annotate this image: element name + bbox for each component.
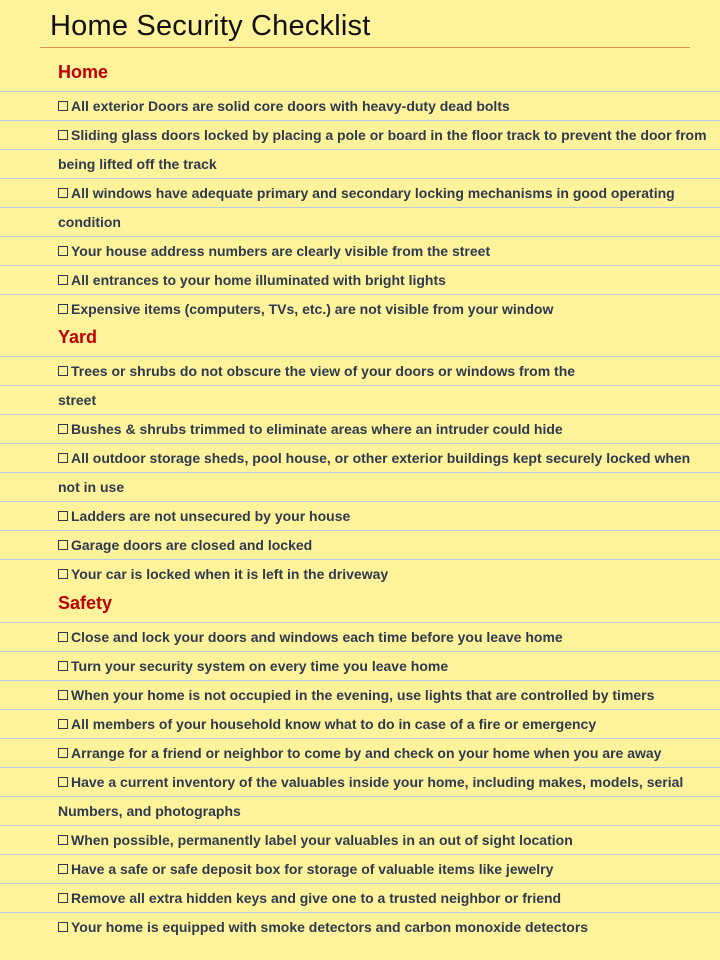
- checklist-row: [0, 265, 720, 295]
- checkbox-icon[interactable]: [58, 246, 68, 256]
- checklist-row: [0, 680, 720, 710]
- item-label: street: [58, 392, 97, 408]
- checklist-row: [0, 91, 720, 121]
- checkbox-icon[interactable]: [58, 424, 68, 434]
- checkbox-icon[interactable]: [58, 304, 68, 314]
- checkbox-icon[interactable]: [58, 101, 68, 111]
- checklist-item-text: [58, 855, 712, 884]
- checkbox-icon[interactable]: [58, 777, 68, 787]
- checklist-item-text: [58, 710, 712, 739]
- item-label: Remove all extra hidden keys and give one to a trusted neighbor or friend: [71, 890, 562, 906]
- checklist-item-text: [58, 652, 712, 681]
- checklist-item-text: [58, 121, 712, 150]
- checklist-row: [0, 236, 720, 266]
- checklist-row: [0, 207, 720, 237]
- item-label: Garage doors are closed and locked: [71, 537, 313, 553]
- checkbox-icon[interactable]: [58, 864, 68, 874]
- checklist-item-text: [58, 531, 712, 560]
- checklist-row: [0, 356, 720, 386]
- checklist-item-text: [58, 266, 712, 295]
- item-label: All windows have adequate primary and secondary locking mechanisms in good operating: [71, 185, 675, 201]
- item-label: Have a current inventory of the valuables inside your home, including makes, models, serial: [71, 774, 684, 790]
- checklist-row: [0, 294, 720, 324]
- checklist-item-text: [58, 681, 712, 710]
- section-heading-yard: Yard: [58, 327, 98, 347]
- checklist-item-text: [58, 797, 712, 826]
- item-label: Arrange for a friend or neighbor to come by and check on your home when you are away: [71, 745, 662, 761]
- item-label: condition: [58, 214, 121, 230]
- checklist-row: [0, 854, 720, 884]
- item-label: Ladders are not unsecured by your house: [71, 508, 351, 524]
- item-label: Close and lock your doors and windows each time before you leave home: [71, 629, 563, 645]
- item-label: Expensive items (computers, TVs, etc.) are not visible from your window: [71, 301, 554, 317]
- checklist-row: [0, 825, 720, 855]
- item-label: Your car is locked when it is left in the driveway: [71, 566, 389, 582]
- item-label: Your home is equipped with smoke detectors and carbon monoxide detectors: [71, 919, 589, 935]
- checklist-row: [0, 501, 720, 531]
- checkbox-icon[interactable]: [58, 690, 68, 700]
- checklist-row: [0, 472, 720, 502]
- section-heading-home: Home: [58, 62, 109, 82]
- checklist-row: [0, 738, 720, 768]
- checklist-item-text: [58, 444, 712, 473]
- section-heading-safety: Safety: [58, 593, 113, 613]
- item-label: When your home is not occupied in the evening, use lights that are controlled by timers: [71, 687, 655, 703]
- checklist-item-text: [58, 237, 712, 266]
- item-label: Your house address numbers are clearly visible from the street: [71, 243, 491, 259]
- item-label: Turn your security system on every time you leave home: [71, 658, 449, 674]
- checklist-item-text: [58, 357, 712, 386]
- checkbox-icon[interactable]: [58, 922, 68, 932]
- checklist-row: [0, 120, 720, 150]
- page-title: Home Security Checklist: [50, 10, 371, 42]
- checkbox-icon[interactable]: [58, 453, 68, 463]
- checklist-row: [0, 912, 720, 942]
- checkbox-icon[interactable]: [58, 130, 68, 140]
- checklist-row: [0, 178, 720, 208]
- title-underline: [40, 47, 690, 48]
- checkbox-icon[interactable]: [58, 540, 68, 550]
- checklist-item-text: [58, 739, 712, 768]
- checkbox-icon[interactable]: [58, 366, 68, 376]
- item-label: All entrances to your home illuminated with bright lights: [71, 272, 446, 288]
- item-label: Have a safe or safe deposit box for storage of valuable items like jewelry: [71, 861, 554, 877]
- checkbox-icon[interactable]: [58, 661, 68, 671]
- checkbox-icon[interactable]: [58, 719, 68, 729]
- checklist-row: [0, 883, 720, 913]
- checklist-row: [0, 414, 720, 444]
- checklist-item-text: [58, 92, 712, 121]
- item-label: Bushes & shrubs trimmed to eliminate areas where an intruder could hide: [71, 421, 563, 437]
- checklist-row: [0, 149, 720, 179]
- checklist-item-text: [58, 560, 712, 589]
- checklist-row: [0, 559, 720, 589]
- checklist-row: [0, 385, 720, 415]
- checkbox-icon[interactable]: [58, 569, 68, 579]
- checklist-item-text: [58, 502, 712, 531]
- checklist-item-text: [58, 179, 712, 208]
- checkbox-icon[interactable]: [58, 748, 68, 758]
- item-label: All members of your household know what to do in case of a fire or emergency: [71, 716, 597, 732]
- checklist-row: [0, 767, 720, 797]
- checkbox-icon[interactable]: [58, 188, 68, 198]
- checklist-item-text: [58, 473, 712, 502]
- checklist-row: [0, 651, 720, 681]
- item-label: When possible, permanently label your valuables in an out of sight location: [71, 832, 573, 848]
- checklist-item-text: [58, 150, 712, 179]
- item-label: All outdoor storage sheds, pool house, or other exterior buildings kept securely locked when: [71, 450, 691, 466]
- checklist-item-text: [58, 884, 712, 913]
- checklist-item-text: [58, 826, 712, 855]
- checkbox-icon[interactable]: [58, 511, 68, 521]
- checkbox-icon[interactable]: [58, 275, 68, 285]
- checklist-item-text: [58, 913, 712, 942]
- item-label: not in use: [58, 479, 125, 495]
- checklist-item-text: [58, 295, 712, 324]
- checklist-item-text: [58, 415, 712, 444]
- checklist-row: [0, 443, 720, 473]
- item-label: Numbers, and photographs: [58, 803, 241, 819]
- checkbox-icon[interactable]: [58, 632, 68, 642]
- item-label: Sliding glass doors locked by placing a pole or board in the floor track to prevent the door from: [71, 127, 707, 143]
- checklist-item-text: [58, 768, 712, 797]
- checklist-item-text: [58, 623, 712, 652]
- checklist-item-text: [58, 386, 712, 415]
- checklist-row: [0, 622, 720, 652]
- checklist-row: [0, 530, 720, 560]
- item-label: All exterior Doors are solid core doors with heavy-duty dead bolts: [71, 98, 510, 114]
- item-label: Trees or shrubs do not obscure the view of your doors or windows from the: [71, 363, 576, 379]
- checkbox-icon[interactable]: [58, 835, 68, 845]
- checklist-item-text: [58, 208, 712, 237]
- checklist-row: [0, 709, 720, 739]
- checkbox-icon[interactable]: [58, 893, 68, 903]
- item-label: being lifted off the track: [58, 156, 217, 172]
- checklist-row: [0, 796, 720, 826]
